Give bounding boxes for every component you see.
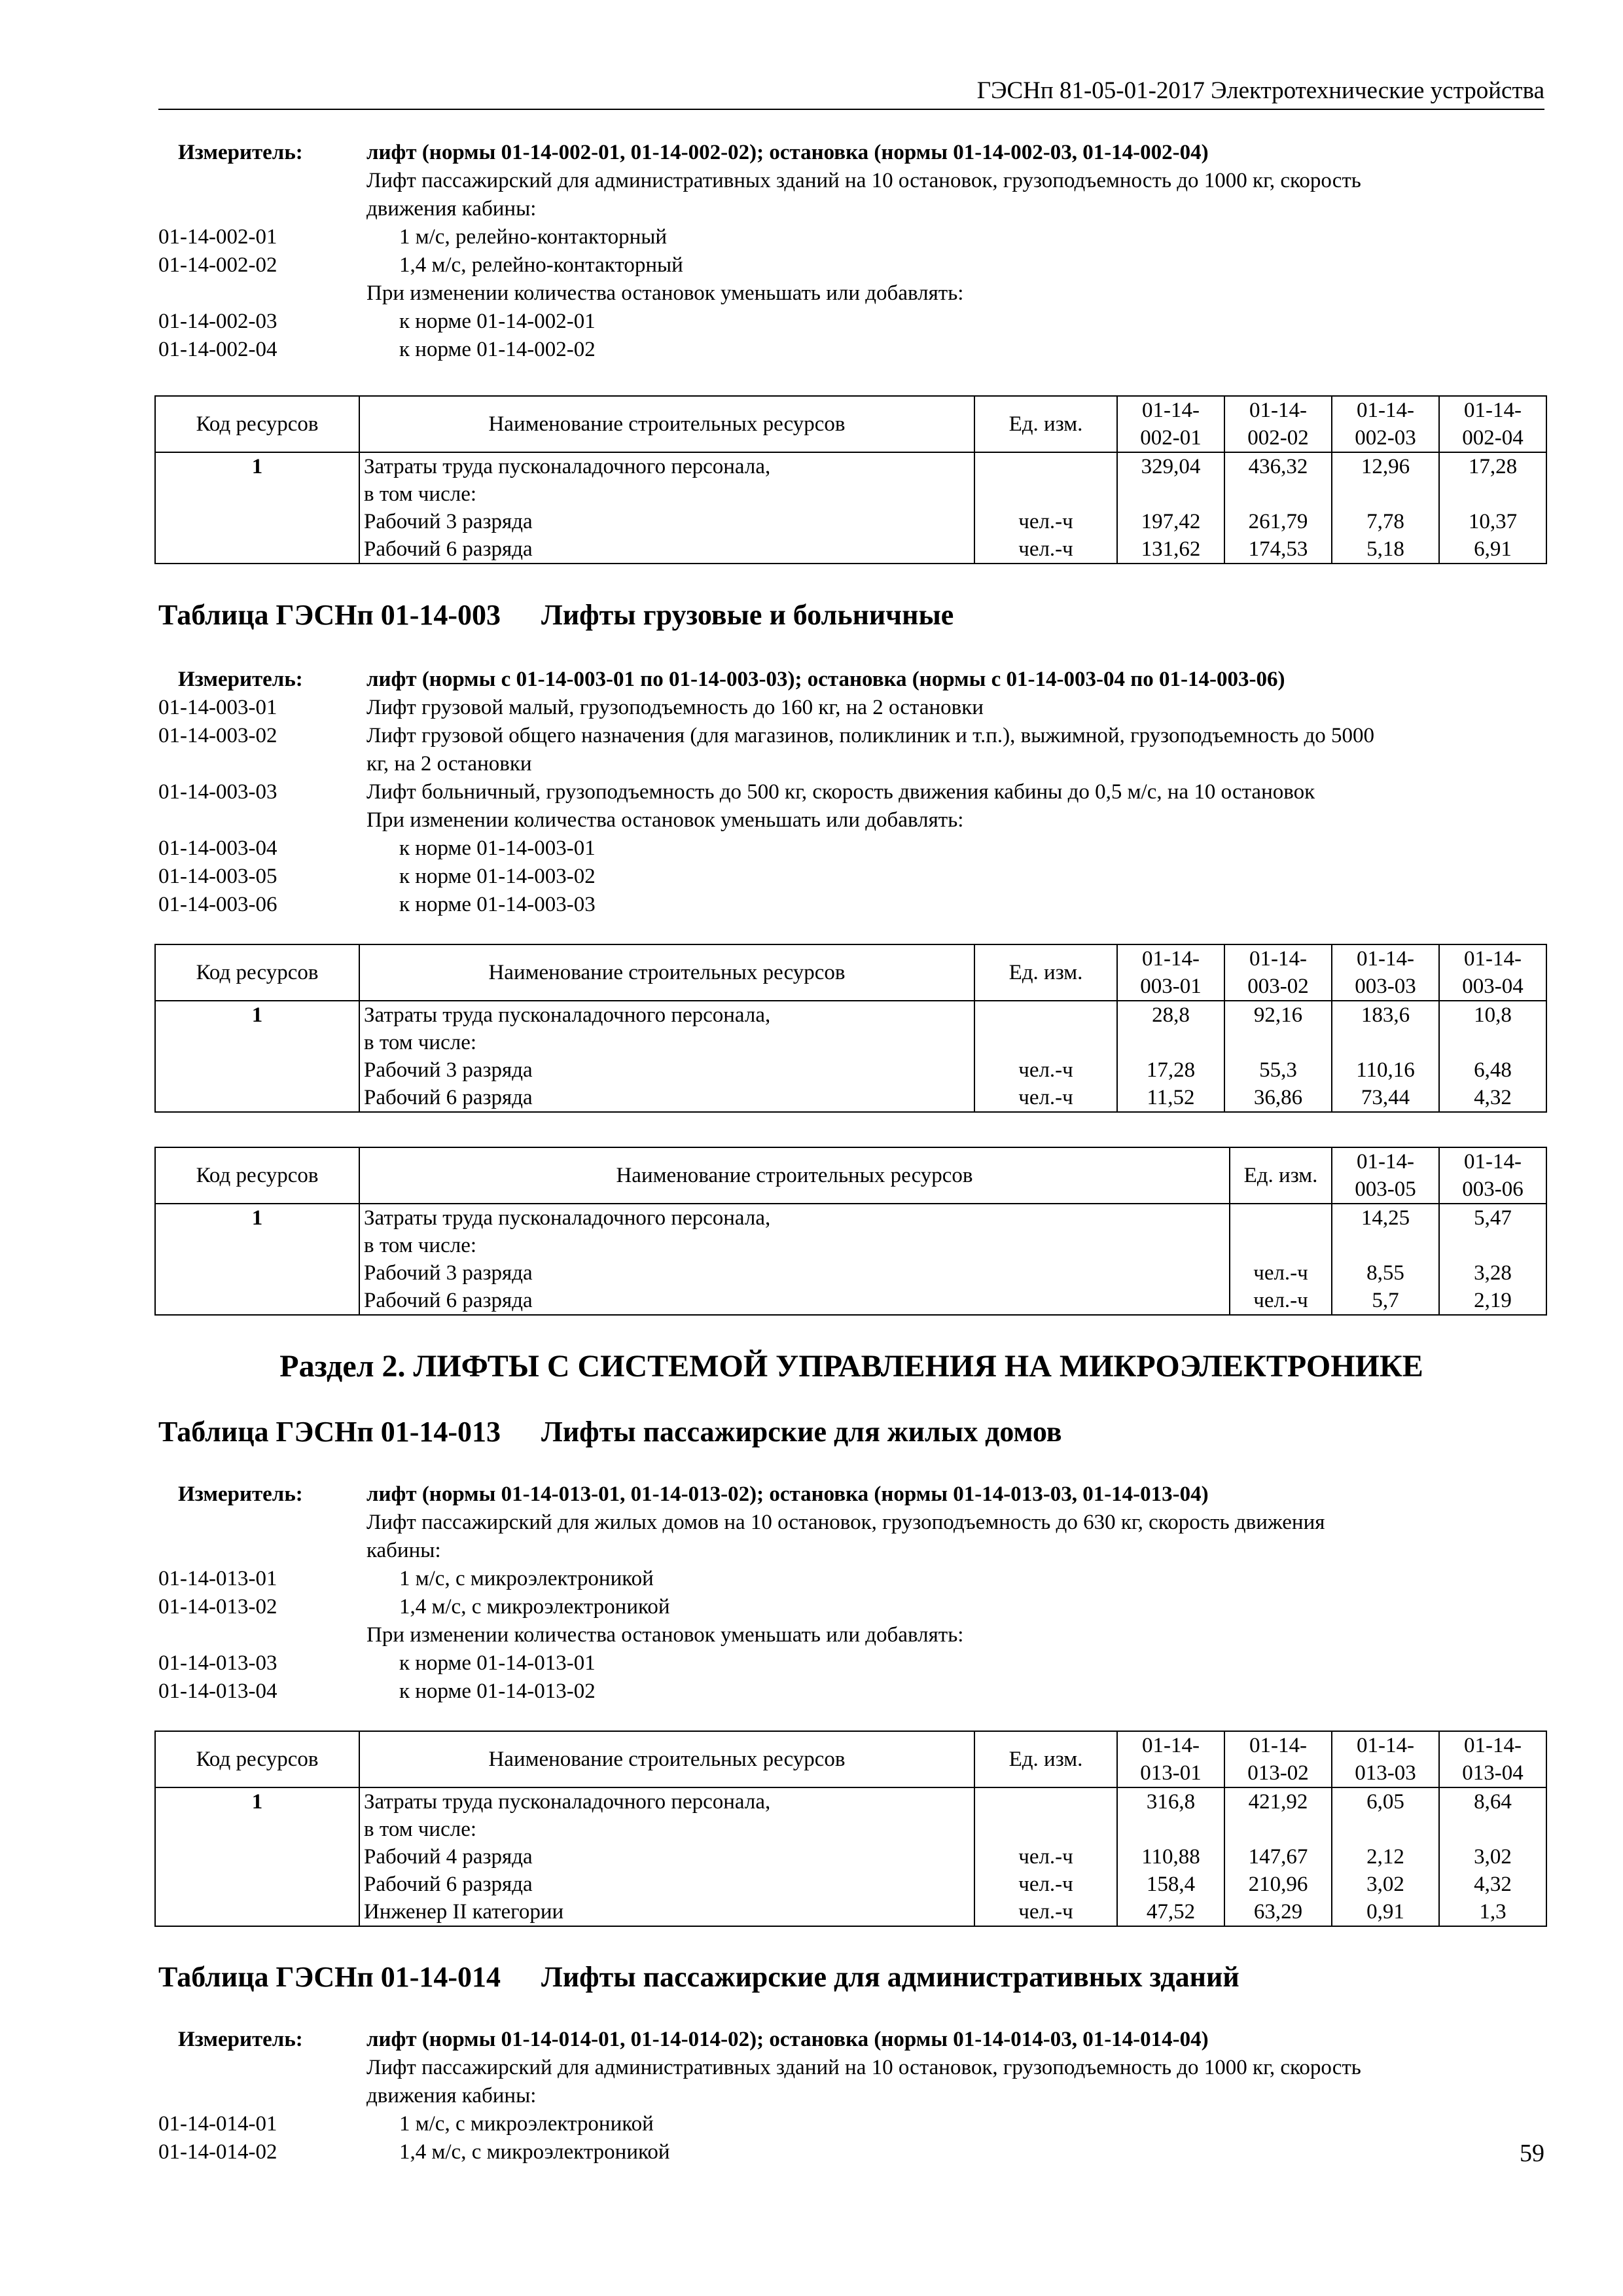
header-name: Наименование строительных ресурсов [359, 944, 974, 1001]
cell-value [1439, 1232, 1546, 1259]
cell-value: 36,86 [1224, 1084, 1332, 1112]
meter-code [158, 1509, 366, 1537]
cell-name: Рабочий 6 разряда [359, 535, 974, 564]
table-row [155, 535, 1546, 564]
meter-block-002 [158, 139, 1544, 364]
cell-name: Затраты труда пусконаладочного персонала, [359, 1204, 1230, 1232]
meter-text: Лифт больничный, грузоподъемность до 500 кг, скорость движения кабины до 0,5 м/с, на 10 остановок [366, 780, 1315, 804]
cell-code [155, 1816, 359, 1843]
cell-value: 47,52 [1117, 1898, 1224, 1926]
meter-row [158, 1509, 1544, 1537]
header-norm-col: 01-14- 013-04 [1439, 1731, 1546, 1787]
table-title-code: Таблица ГЭСНп 01-14-013 [158, 1416, 501, 1448]
cell-value: 174,53 [1224, 535, 1332, 564]
meter-code: 01-14-014-02 [158, 2140, 277, 2164]
cell-value: 12,96 [1332, 452, 1439, 480]
cell-name: в том числе: [359, 480, 974, 508]
resource-table-013 [154, 1731, 1547, 1927]
meter-row [158, 891, 1544, 919]
meter-block-003 [158, 666, 1544, 919]
table-row [155, 1084, 1546, 1112]
cell-value: 5,7 [1332, 1287, 1439, 1315]
cell-unit: чел.-ч [1230, 1259, 1332, 1287]
cell-unit: чел.-ч [974, 1056, 1117, 1084]
cell-value: 110,16 [1332, 1056, 1439, 1084]
cell-value: 3,02 [1332, 1871, 1439, 1898]
meter-text: к норме 01-14-003-02 [399, 865, 596, 888]
cell-name: Затраты труда пусконаладочного персонала, [359, 1001, 974, 1029]
meter-row [158, 279, 1544, 308]
header-name: Наименование строительных ресурсов [359, 1731, 974, 1787]
header-code: Код ресурсов [155, 1731, 359, 1787]
cell-code [155, 1898, 359, 1926]
meter-code: Измеритель: [178, 141, 303, 164]
meter-code [158, 2054, 366, 2082]
cell-unit: чел.-ч [974, 1898, 1117, 1926]
cell-code [155, 1056, 359, 1084]
meter-row [158, 1480, 1544, 1509]
table-row [155, 1056, 1546, 1084]
cell-value: 261,79 [1224, 508, 1332, 535]
cell-unit: чел.-ч [1230, 1287, 1332, 1315]
meter-code: 01-14-013-01 [158, 1567, 277, 1590]
meter-text: кабины: [366, 1539, 441, 1562]
cell-unit [974, 480, 1117, 508]
cell-value: 3,02 [1439, 1843, 1546, 1871]
cell-name: Затраты труда пусконаладочного персонала, [359, 1787, 974, 1816]
cell-name: Затраты труда пусконаладочного персонала, [359, 452, 974, 480]
cell-value: 55,3 [1224, 1056, 1332, 1084]
table-title-code: Таблица ГЭСНп 01-14-014 [158, 1961, 501, 1993]
resource-table-003b [154, 1147, 1547, 1316]
meter-code: 01-14-013-04 [158, 1679, 277, 1703]
cell-value [1224, 1029, 1332, 1056]
cell-value [1332, 480, 1439, 508]
page-number: 59 [1520, 2140, 1544, 2167]
meter-code: 01-14-003-02 [158, 724, 277, 747]
cell-value [1332, 1029, 1439, 1056]
header-unit: Ед. изм. [1230, 1147, 1332, 1204]
cell-unit: чел.-ч [974, 1084, 1117, 1112]
meter-row [158, 694, 1544, 722]
header-norm-col: 01-14- 013-01 [1117, 1731, 1224, 1787]
table-row [155, 1816, 1546, 1843]
cell-code [155, 1843, 359, 1871]
meter-text: к норме 01-14-002-01 [399, 310, 596, 333]
cell-value: 421,92 [1224, 1787, 1332, 1816]
meter-code: 01-14-003-05 [158, 865, 277, 888]
meter-row [158, 223, 1544, 251]
meter-text: Лифт пассажирский для жилых домов на 10 остановок, грузоподъемность до 630 кг, скорость движения [366, 1511, 1325, 1534]
meter-text: к норме 01-14-003-01 [399, 836, 596, 860]
cell-value [1439, 1816, 1546, 1843]
meter-row [158, 2110, 1544, 2138]
header-norm-col: 01-14- 003-04 [1439, 944, 1546, 1001]
cell-value: 2,19 [1439, 1287, 1546, 1315]
meter-text: к норме 01-14-013-02 [399, 1679, 596, 1703]
cell-value [1439, 1029, 1546, 1056]
meter-text: движения кабины: [366, 2084, 537, 2108]
meter-row [158, 863, 1544, 891]
meter-text: При изменении количества остановок уменьшать или добавлять: [366, 808, 964, 832]
cell-unit [974, 1816, 1117, 1843]
cell-name: Рабочий 6 разряда [359, 1084, 974, 1112]
meter-code [158, 2082, 366, 2110]
cell-value: 92,16 [1224, 1001, 1332, 1029]
table-header-row [155, 1147, 1546, 1204]
meter-block-013 [158, 1480, 1544, 1706]
meter-text: к норме 01-14-003-03 [399, 893, 596, 916]
table-header-row [155, 944, 1546, 1001]
meter-code: 01-14-002-04 [158, 338, 277, 361]
section-title: Раздел 2. ЛИФТЫ С СИСТЕМОЙ УПРАВЛЕНИЯ НА МИКРОЭЛЕКТРОНИКЕ [279, 1349, 1423, 1384]
cell-unit [974, 1001, 1117, 1029]
cell-value [1332, 1232, 1439, 1259]
table-row [155, 1029, 1546, 1056]
meter-row [158, 1565, 1544, 1593]
meter-code [158, 806, 366, 834]
meter-code [158, 195, 366, 223]
meter-row [158, 251, 1544, 279]
meter-text: Лифт пассажирский для административных зданий на 10 остановок, грузоподъемность до 1000 кг, скорость [366, 2056, 1361, 2079]
meter-text: к норме 01-14-002-02 [399, 338, 596, 361]
cell-code [155, 535, 359, 564]
table-row [155, 1898, 1546, 1926]
cell-value: 28,8 [1117, 1001, 1224, 1029]
table-row [155, 1001, 1546, 1029]
cell-value: 3,28 [1439, 1259, 1546, 1287]
header-unit: Ед. изм. [974, 1731, 1117, 1787]
cell-value: 436,32 [1224, 452, 1332, 480]
cell-name: Рабочий 4 разряда [359, 1843, 974, 1871]
meter-code [158, 1537, 366, 1565]
cell-value [1117, 1029, 1224, 1056]
meter-text: кг, на 2 остановки [366, 752, 532, 776]
cell-value [1224, 1816, 1332, 1843]
cell-unit [974, 452, 1117, 480]
cell-value: 329,04 [1117, 452, 1224, 480]
meter-code: 01-14-003-03 [158, 780, 277, 804]
table-row [155, 480, 1546, 508]
cell-code [155, 1232, 359, 1259]
cell-name: Рабочий 3 разряда [359, 1259, 1230, 1287]
cell-code [155, 508, 359, 535]
resource-table-002 [154, 395, 1547, 564]
cell-value: 6,48 [1439, 1056, 1546, 1084]
table-title-003 [158, 598, 954, 632]
meter-text: движения кабины: [366, 197, 537, 221]
header-norm-col: 01-14- 003-02 [1224, 944, 1332, 1001]
meter-row [158, 139, 1544, 167]
meter-code: 01-14-003-01 [158, 696, 277, 719]
cell-value: 0,91 [1332, 1898, 1439, 1926]
cell-code: 1 [155, 1001, 359, 1029]
cell-value [1224, 480, 1332, 508]
cell-code: 1 [155, 1787, 359, 1816]
cell-name: Рабочий 6 разряда [359, 1287, 1230, 1315]
meter-row [158, 308, 1544, 336]
header-name: Наименование строительных ресурсов [359, 396, 974, 452]
meter-row [158, 1649, 1544, 1677]
meter-text: Лифт пассажирский для административных зданий на 10 остановок, грузоподъемность до 1000 кг, скорость [366, 169, 1361, 192]
meter-code: 01-14-003-06 [158, 893, 277, 916]
meter-text: 1 м/с, с микроэлектроникой [399, 2112, 654, 2136]
meter-code: 01-14-003-04 [158, 836, 277, 860]
cell-value: 316,8 [1117, 1787, 1224, 1816]
table-row [155, 1787, 1546, 1816]
header-norm-col: 01-14- 003-05 [1332, 1147, 1439, 1204]
header-unit: Ед. изм. [974, 396, 1117, 452]
meter-row [158, 1621, 1544, 1649]
table-row [155, 1843, 1546, 1871]
meter-text: 1 м/с, релейно-контакторный [399, 225, 668, 249]
meter-row [158, 778, 1544, 806]
table-title-name: Лифты пассажирские для административных зданий [541, 1961, 1240, 1993]
meter-code: 01-14-002-03 [158, 310, 277, 333]
cell-value: 6,05 [1332, 1787, 1439, 1816]
cell-value: 73,44 [1332, 1084, 1439, 1112]
header-norm-col: 01-14- 003-03 [1332, 944, 1439, 1001]
cell-value: 5,47 [1439, 1204, 1546, 1232]
meter-row [158, 806, 1544, 834]
cell-value: 1,3 [1439, 1898, 1546, 1926]
cell-value: 63,29 [1224, 1898, 1332, 1926]
meter-text: 1,4 м/с, релейно-контакторный [399, 253, 683, 277]
cell-value: 7,78 [1332, 508, 1439, 535]
meter-code: 01-14-002-01 [158, 225, 277, 249]
cell-code [155, 1259, 359, 1287]
meter-code: 01-14-013-03 [158, 1651, 277, 1675]
cell-value: 110,88 [1117, 1843, 1224, 1871]
cell-code [155, 1084, 359, 1112]
cell-value: 17,28 [1117, 1056, 1224, 1084]
meter-text: лифт (нормы с 01-14-003-01 по 01-14-003-03); остановка (нормы с 01-14-003-04 по 01-14-003-06) [366, 668, 1285, 691]
header-norm-col: 01-14- 013-03 [1332, 1731, 1439, 1787]
meter-code [158, 1621, 366, 1649]
cell-value: 4,32 [1439, 1871, 1546, 1898]
meter-row [158, 167, 1544, 195]
cell-value: 5,18 [1332, 535, 1439, 564]
cell-code: 1 [155, 452, 359, 480]
meter-text: При изменении количества остановок уменьшать или добавлять: [366, 1623, 964, 1647]
cell-code: 1 [155, 1204, 359, 1232]
cell-value: 11,52 [1117, 1084, 1224, 1112]
meter-text: Лифт грузовой общего назначения (для магазинов, поликлиник и т.п.), выжимной, грузоподъемность до 5000 [366, 724, 1374, 747]
meter-row [158, 722, 1544, 750]
cell-value [1117, 480, 1224, 508]
table-header-row [155, 1731, 1546, 1787]
meter-text: 1,4 м/с, с микроэлектроникой [399, 1595, 670, 1619]
table-title-013 [158, 1415, 1062, 1448]
meter-row [158, 2082, 1544, 2110]
header-norm-col: 01-14- 002-01 [1117, 396, 1224, 452]
table-row [155, 1232, 1546, 1259]
cell-name: Рабочий 3 разряда [359, 1056, 974, 1084]
cell-code [155, 1029, 359, 1056]
meter-code: Измеритель: [178, 1482, 303, 1506]
header-norm-col: 01-14- 002-02 [1224, 396, 1332, 452]
cell-value: 17,28 [1439, 452, 1546, 480]
cell-value: 131,62 [1117, 535, 1224, 564]
meter-text: лифт (нормы 01-14-013-01, 01-14-013-02); остановка (нормы 01-14-013-03, 01-14-013-04) [366, 1482, 1209, 1506]
meter-row [158, 1677, 1544, 1706]
meter-code: 01-14-014-01 [158, 2112, 277, 2136]
meter-row [158, 2026, 1544, 2054]
cell-name: Инженер II категории [359, 1898, 974, 1926]
header-name: Наименование строительных ресурсов [359, 1147, 1230, 1204]
cell-value: 14,25 [1332, 1204, 1439, 1232]
cell-unit [1230, 1204, 1332, 1232]
header-norm-col: 01-14- 003-01 [1117, 944, 1224, 1001]
meter-row [158, 336, 1544, 364]
cell-name: Рабочий 3 разряда [359, 508, 974, 535]
cell-name: в том числе: [359, 1816, 974, 1843]
cell-code [155, 1871, 359, 1898]
meter-text: Лифт грузовой малый, грузоподъемность до 160 кг, на 2 остановки [366, 696, 984, 719]
cell-code [155, 1287, 359, 1315]
cell-value: 2,12 [1332, 1843, 1439, 1871]
meter-row [158, 2054, 1544, 2082]
table-row [155, 1204, 1546, 1232]
cell-value [1117, 1816, 1224, 1843]
cell-value: 6,91 [1439, 535, 1546, 564]
meter-row [158, 1537, 1544, 1565]
cell-value: 10,8 [1439, 1001, 1546, 1029]
meter-code: Измеритель: [178, 668, 303, 691]
table-title-name: Лифты пассажирские для жилых домов [541, 1416, 1062, 1448]
cell-value: 8,64 [1439, 1787, 1546, 1816]
table-row [155, 1259, 1546, 1287]
header-norm-col: 01-14- 002-04 [1439, 396, 1546, 452]
cell-unit: чел.-ч [974, 1871, 1117, 1898]
meter-code [158, 279, 366, 308]
meter-text: лифт (нормы 01-14-002-01, 01-14-002-02); остановка (нормы 01-14-002-03, 01-14-002-04) [366, 141, 1209, 164]
cell-value: 158,4 [1117, 1871, 1224, 1898]
meter-text: При изменении количества остановок уменьшать или добавлять: [366, 281, 964, 305]
meter-text: к норме 01-14-013-01 [399, 1651, 596, 1675]
header-norm-col: 01-14- 003-06 [1439, 1147, 1546, 1204]
table-row [155, 452, 1546, 480]
meter-text: 1 м/с, с микроэлектроникой [399, 1567, 654, 1590]
cell-name: в том числе: [359, 1232, 1230, 1259]
meter-row [158, 1593, 1544, 1621]
cell-value: 10,37 [1439, 508, 1546, 535]
meter-text: лифт (нормы 01-14-014-01, 01-14-014-02); остановка (нормы 01-14-014-03, 01-14-014-04) [366, 2028, 1209, 2051]
header-norm-col: 01-14- 013-02 [1224, 1731, 1332, 1787]
table-header-row [155, 396, 1546, 452]
meter-text: 1,4 м/с, с микроэлектроникой [399, 2140, 670, 2164]
cell-unit: чел.-ч [974, 1843, 1117, 1871]
cell-value: 4,32 [1439, 1084, 1546, 1112]
running-header: ГЭСНп 81-05-01-2017 Электротехнические устройства [158, 73, 1544, 110]
meter-row [158, 666, 1544, 694]
cell-value [1332, 1816, 1439, 1843]
resource-table-003a [154, 944, 1547, 1113]
table-title-name: Лифты грузовые и больничные [541, 599, 954, 631]
meter-block-014 [158, 2026, 1544, 2166]
cell-value: 183,6 [1332, 1001, 1439, 1029]
table-row [155, 1871, 1546, 1898]
header-norm-col: 01-14- 002-03 [1332, 396, 1439, 452]
cell-value [1439, 480, 1546, 508]
cell-unit: чел.-ч [974, 535, 1117, 564]
table-title-014 [158, 1960, 1240, 1994]
cell-name: в том числе: [359, 1029, 974, 1056]
cell-unit: чел.-ч [974, 508, 1117, 535]
header-unit: Ед. изм. [974, 944, 1117, 1001]
meter-code [158, 167, 366, 195]
cell-unit [974, 1787, 1117, 1816]
cell-name: Рабочий 6 разряда [359, 1871, 974, 1898]
meter-row [158, 195, 1544, 223]
meter-row [158, 2138, 1544, 2166]
header-code: Код ресурсов [155, 944, 359, 1001]
header-code: Код ресурсов [155, 1147, 359, 1204]
cell-value: 197,42 [1117, 508, 1224, 535]
cell-value: 8,55 [1332, 1259, 1439, 1287]
table-row [155, 1287, 1546, 1315]
table-title-code: Таблица ГЭСНп 01-14-003 [158, 599, 501, 631]
meter-code: Измеритель: [178, 2028, 303, 2051]
meter-code: 01-14-002-02 [158, 253, 277, 277]
meter-row [158, 750, 1544, 778]
cell-unit [974, 1029, 1117, 1056]
cell-value: 210,96 [1224, 1871, 1332, 1898]
cell-value: 147,67 [1224, 1843, 1332, 1871]
cell-unit [1230, 1232, 1332, 1259]
table-row [155, 508, 1546, 535]
meter-code [158, 750, 366, 778]
meter-code: 01-14-013-02 [158, 1595, 277, 1619]
meter-row [158, 834, 1544, 863]
cell-code [155, 480, 359, 508]
header-code: Код ресурсов [155, 396, 359, 452]
